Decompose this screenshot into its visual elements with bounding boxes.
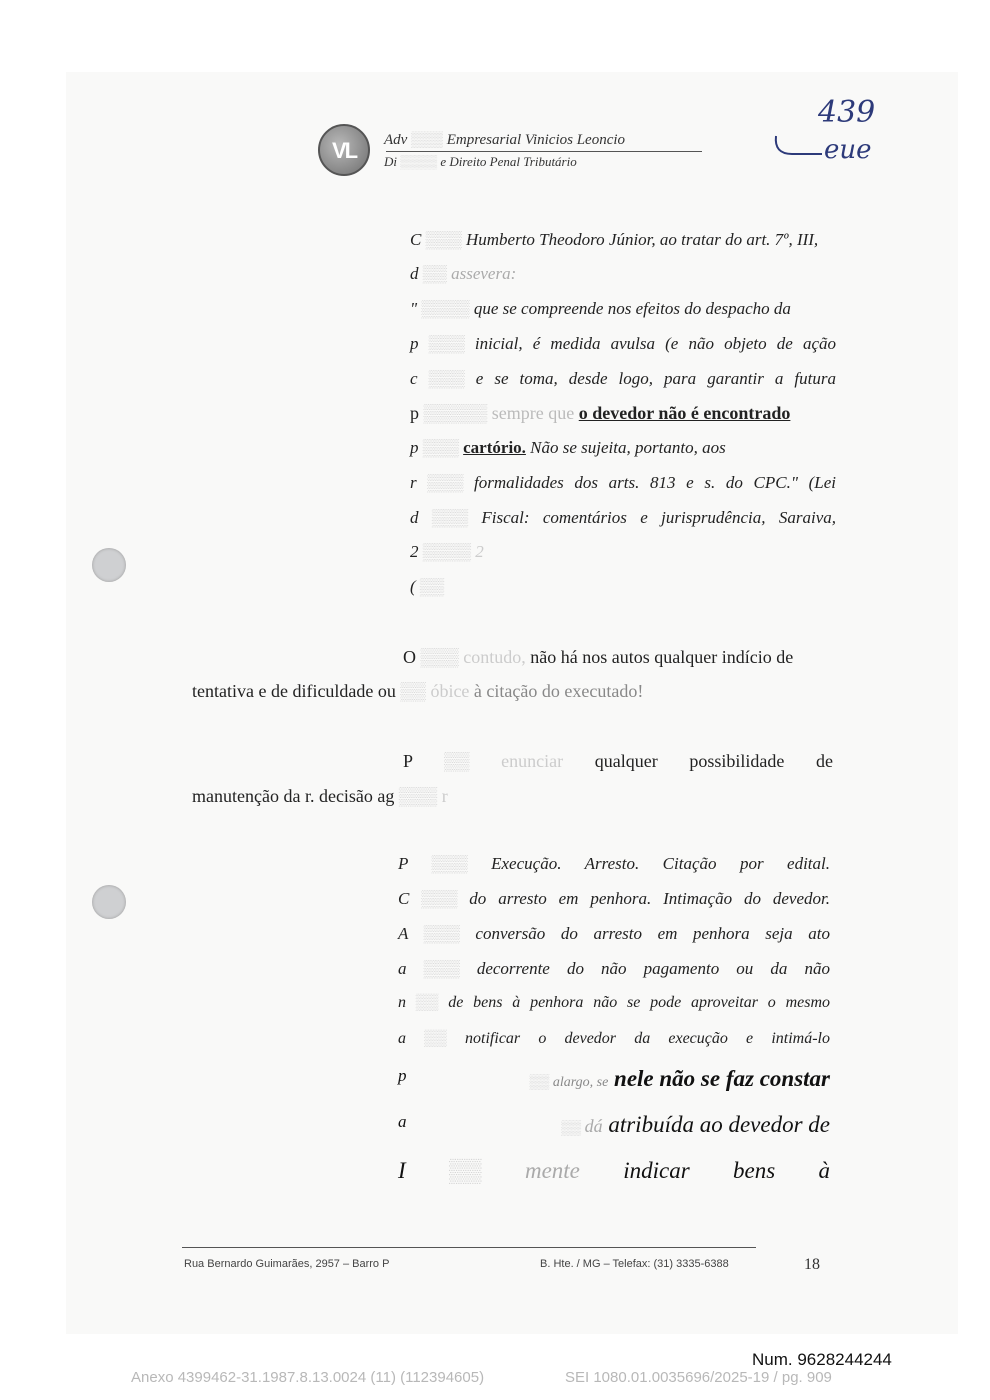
quote2-bold-line-1: p ▒▒ alargo, se nele não se faz constar bbox=[398, 1066, 830, 1091]
quote1-line-11: ( ▒▒ bbox=[410, 577, 445, 596]
footer-address-left: Rua Bernardo Guimarães, 2957 – Barro P bbox=[184, 1258, 390, 1270]
quote1-line-1: C ▒▒▒ Humberto Theodoro Júnior, ao tratar do art. 7º, III, bbox=[410, 230, 819, 249]
quote1-line-4: p ▒▒▒ inicial, é medida avulsa (e não objeto de ação bbox=[410, 334, 836, 353]
footer-rule bbox=[182, 1247, 756, 1248]
para2-line-1: P ▒▒ enunciar qualquer possibilidade de bbox=[403, 751, 833, 771]
letterhead-rule bbox=[386, 151, 702, 152]
quote1-line-10: 2 ▒▒▒▒ 2 bbox=[410, 542, 484, 561]
handwritten-initials: eue bbox=[824, 135, 872, 165]
quote1-line-5: c ▒▒▒ e se toma, desde logo, para garantir a futura bbox=[410, 369, 836, 388]
quote1-line-6: p ▒▒▒▒▒ sempre que o devedor não é encontrado bbox=[410, 403, 791, 423]
para1-line-2: tentativa e de dificuldade ou ▒▒ óbice à citação do executado! bbox=[192, 681, 644, 701]
handwritten-number: 439 bbox=[818, 95, 876, 130]
scanned-page bbox=[66, 72, 958, 1334]
firm-logo: VL bbox=[318, 124, 370, 176]
document-number: Num. 9628244244 bbox=[752, 1350, 892, 1369]
quote2-line-5: n ▒▒ de bens à penhora não se pode aproveitar o mesmo bbox=[398, 994, 831, 1011]
quote1-line-3: " ▒▒▒▒ que se compreende nos efeitos do despacho da bbox=[410, 299, 791, 318]
punch-hole-upper bbox=[92, 548, 126, 582]
handwritten-annotation bbox=[770, 84, 910, 174]
quote2-line-4: a ▒▒▒ decorrente do não pagamento ou da não bbox=[398, 959, 830, 978]
para2-line-2: manutenção da r. decisão ag ▒▒▒ r bbox=[192, 786, 448, 806]
quote2-bold-line-2: a ▒▒ dá atribuída ao devedor de bbox=[398, 1112, 830, 1137]
quote1-line-8: r ▒▒▒ formalidades dos arts. 813 e s. do CPC." (Lei bbox=[410, 473, 836, 492]
letterhead-title: Adv ▒▒▒ Empresarial Vinicios Leoncio bbox=[384, 132, 626, 148]
footer-address-right: B. Hte. / MG – Telefax: (31) 3335-6388 bbox=[540, 1258, 729, 1270]
punch-hole-lower bbox=[92, 885, 126, 919]
sei-reference: SEI 1080.01.0035696/2025-19 / pg. 909 bbox=[565, 1369, 832, 1386]
quote2-line-6: a ▒▒ notificar o devedor da execução e intimá-lo bbox=[398, 1030, 830, 1047]
quote1-line-2: d ▒▒ assevera: bbox=[410, 264, 517, 283]
page-number: 18 bbox=[804, 1256, 820, 1273]
para1-line-1: O ▒▒▒ contudo, não há nos autos qualquer indício de bbox=[403, 647, 794, 667]
letterhead-subtitle: Di ▒▒▒▒ e Direito Penal Tributário bbox=[384, 154, 577, 169]
quote1-line-7: p ▒▒▒ cartório. Não se sujeita, portanto, aos bbox=[410, 438, 726, 457]
quote2-bold-line-3: I ▒▒ mente indicar bens à bbox=[398, 1158, 830, 1183]
quote2-line-2: C ▒▒▒ do arresto em penhora. Intimação do devedor. bbox=[398, 889, 830, 908]
quote2-line-3: A ▒▒▒ conversão do arresto em penhora seja ato bbox=[398, 924, 830, 943]
annex-reference: Anexo 4399462-31.1987.8.13.0024 (11) (112394605) bbox=[131, 1369, 485, 1386]
quote1-line-9: d ▒▒▒ Fiscal: comentários e jurisprudência, Saraiva, bbox=[410, 508, 836, 527]
quote2-line-1: P ▒▒▒ Execução. Arresto. Citação por edital. bbox=[398, 854, 830, 873]
